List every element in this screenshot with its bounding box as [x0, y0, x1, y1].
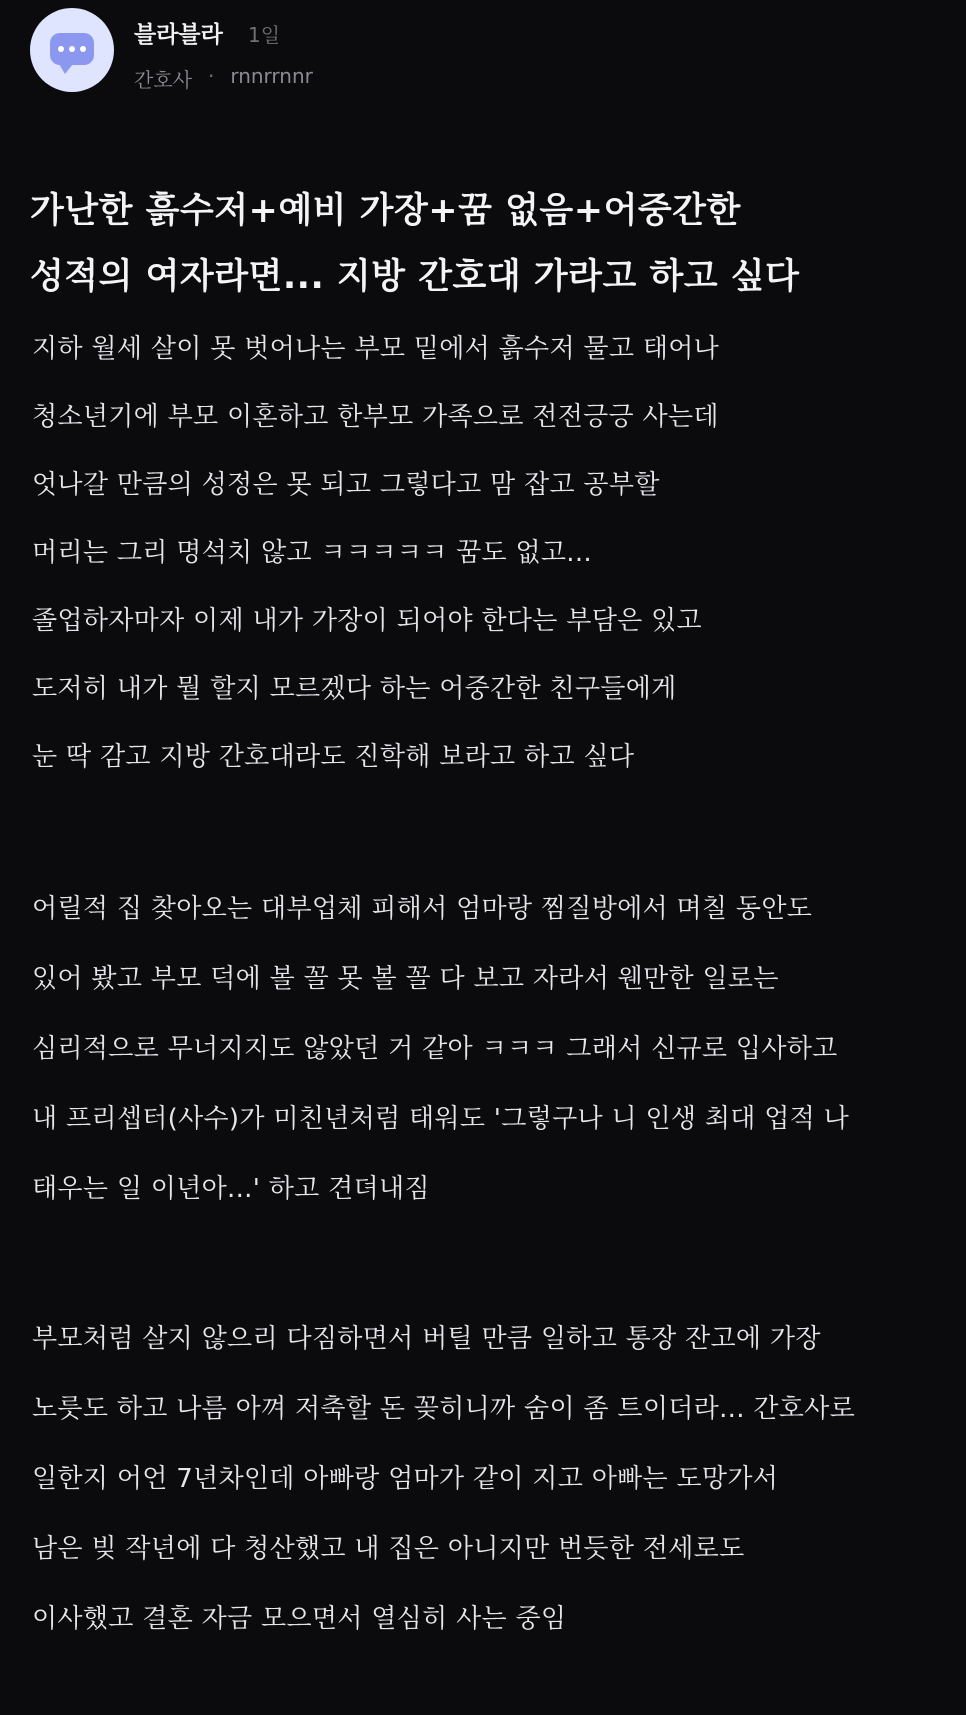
author-company: rnnrrnnr	[230, 64, 313, 88]
avatar[interactable]	[30, 8, 114, 92]
author-name[interactable]: 블라블라	[134, 22, 223, 48]
post-time: 1일	[248, 23, 281, 47]
post-title-line: 성적의 여자라면... 지방 간호대 가라고 하고 싶다	[30, 257, 800, 297]
body-line: 눈 딱 감고 지방 간호대라도 진학해 보라고 하고 싶다	[32, 742, 635, 772]
body-line: 태우는 일 이년아...' 하고 견뎌내짐	[32, 1174, 430, 1204]
author-category: 간호사	[134, 68, 192, 92]
body-line: 내 프리셉터(사수)가 미친년처럼 태워도 '그렇구나 니 인생 최대 업적 나	[32, 1104, 850, 1134]
body-line: 있어 봤고 부모 덕에 볼 꼴 못 볼 꼴 다 보고 자라서 웬만한 일로는	[32, 964, 779, 994]
body-line: 청소년기에 부모 이혼하고 한부모 가족으로 전전긍긍 사는데	[32, 402, 719, 432]
body-line: 졸업하자마자 이제 내가 가장이 되어야 한다는 부담은 있고	[32, 606, 702, 636]
body-line: 일한지 어언 7년차인데 아빠랑 엄마가 같이 지고 아빠는 도망가서	[32, 1464, 779, 1494]
body-line: 부모처럼 살지 않으리 다짐하면서 버틸 만큼 일하고 통장 잔고에 가장	[32, 1324, 821, 1354]
body-line: 남은 빚 작년에 다 청산했고 내 집은 아니지만 번듯한 전세로도	[32, 1534, 745, 1564]
body-line: 어릴적 집 찾아오는 대부업체 피해서 엄마랑 찜질방에서 며칠 동안도	[32, 894, 813, 924]
post-title-line: 가난한 흙수저+예비 가장+꿈 없음+어중간한	[30, 191, 741, 231]
body-line: 심리적으로 무너지지도 않았던 거 같아 ㅋㅋㅋ 그래서 신규로 입사하고	[32, 1034, 838, 1064]
chat-bubble-icon	[50, 33, 94, 65]
body-line: 노릇도 하고 나름 아껴 저축할 돈 꽂히니까 숨이 좀 트이더라... 간호사로	[32, 1394, 855, 1424]
body-line: 지하 월세 살이 못 벗어나는 부모 밑에서 흙수저 물고 태어나	[32, 334, 720, 364]
post-header	[30, 8, 930, 100]
author-meta	[134, 64, 313, 93]
body-line: 도저히 내가 뭘 할지 모르겠다 하는 어중간한 친구들에게	[32, 674, 677, 704]
body-line: 머리는 그리 명석치 않고 ㅋㅋㅋㅋㅋ 꿈도 없고...	[32, 538, 592, 568]
body-line: 엇나갈 만큼의 성정은 못 되고 그렇다고 맘 잡고 공부할	[32, 470, 660, 500]
meta-separator: ·	[207, 64, 215, 88]
body-line: 이사했고 결혼 자금 모으면서 열심히 사는 중임	[32, 1604, 567, 1634]
post-title	[30, 178, 940, 310]
